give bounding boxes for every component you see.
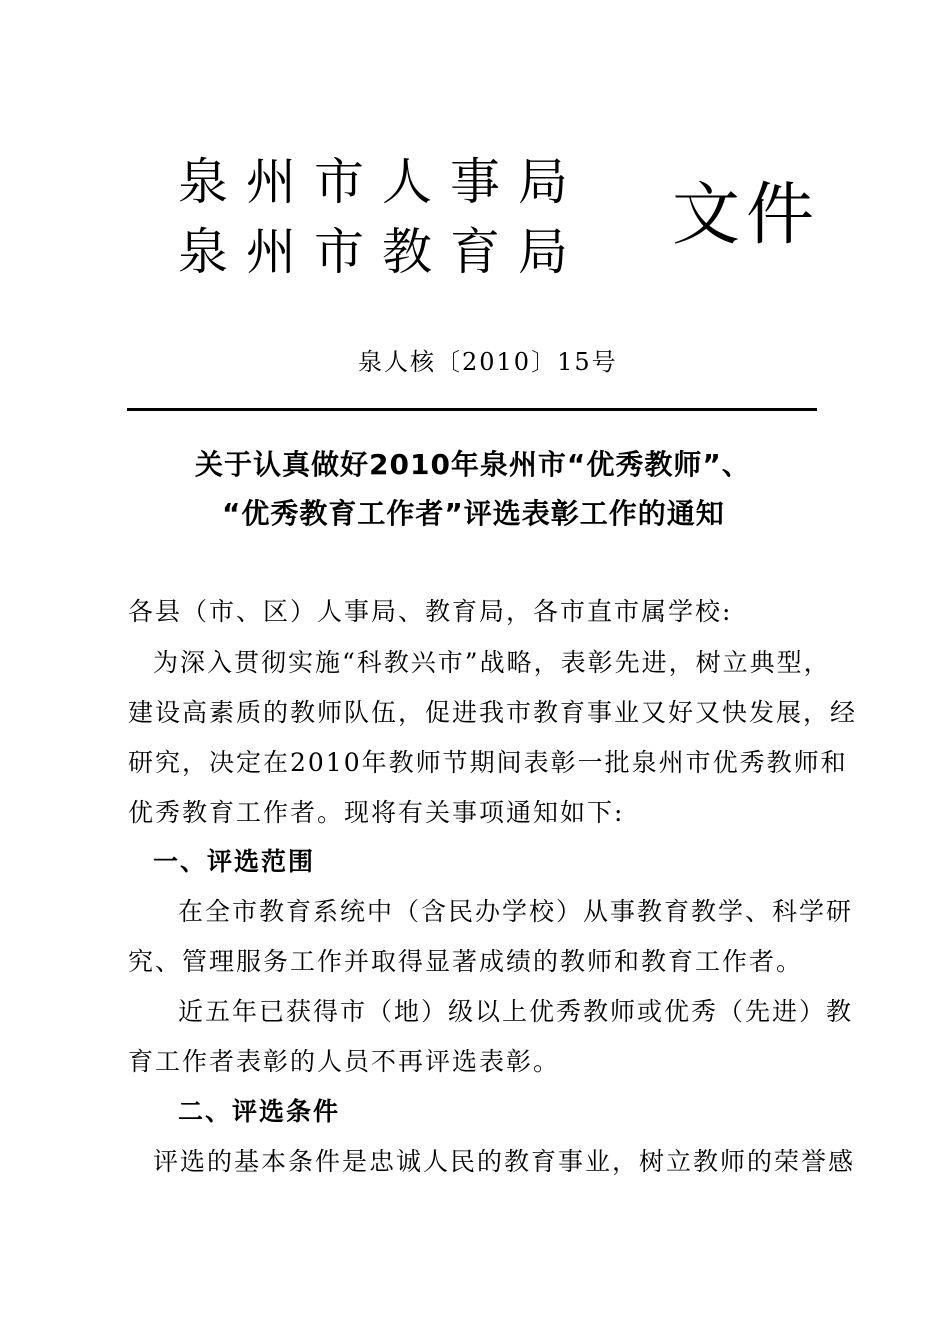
- intro-line: 为深入贯彻实施“科教兴市”战略，表彰先进，树立典型，: [153, 648, 831, 677]
- section-heading-criteria: 二、评选条件: [178, 1097, 341, 1126]
- section-1-line: 育工作者表彰的人员不再评选表彰。: [128, 1047, 561, 1076]
- intro-line: 建设高素质的教师队伍，促进我市教育事业又好又快发展，经: [128, 698, 858, 727]
- section-1-line: 在全市教育系统中（含民办学校）从事教育教学、科学研: [178, 897, 854, 926]
- salutation: 各县（市、区）人事局、教育局，各市直市属学校:: [128, 597, 733, 626]
- intro-line: 研究，决定在2010年教师节期间表彰一批泉州市优秀教师和: [128, 748, 848, 777]
- document-number: 泉人核〔2010〕15号: [358, 348, 618, 376]
- issuer-name-education-bureau: 泉州市教育局: [178, 223, 586, 281]
- intro-line: 优秀教育工作者。现将有关事项通知如下:: [128, 798, 625, 827]
- section-2-line: 评选的基本条件是忠诚人民的教育事业，树立教师的荣誉感: [153, 1147, 856, 1176]
- notice-title-line-2: “优秀教育工作者”评选表彰工作的通知: [222, 497, 725, 530]
- issuer-name-personnel-bureau: 泉州市人事局: [178, 153, 586, 211]
- document-label: 文件: [672, 176, 821, 255]
- header-divider: [127, 408, 817, 411]
- notice-title-line-1: 关于认真做好2010年泉州市“优秀教师”、: [195, 448, 751, 481]
- section-heading-scope: 一、评选范围: [153, 847, 316, 876]
- section-1-line: 究、管理服务工作并取得显著成绩的教师和教育工作者。: [128, 947, 804, 976]
- section-1-line: 近五年已获得市（地）级以上优秀教师或优秀（先进）教: [178, 997, 854, 1026]
